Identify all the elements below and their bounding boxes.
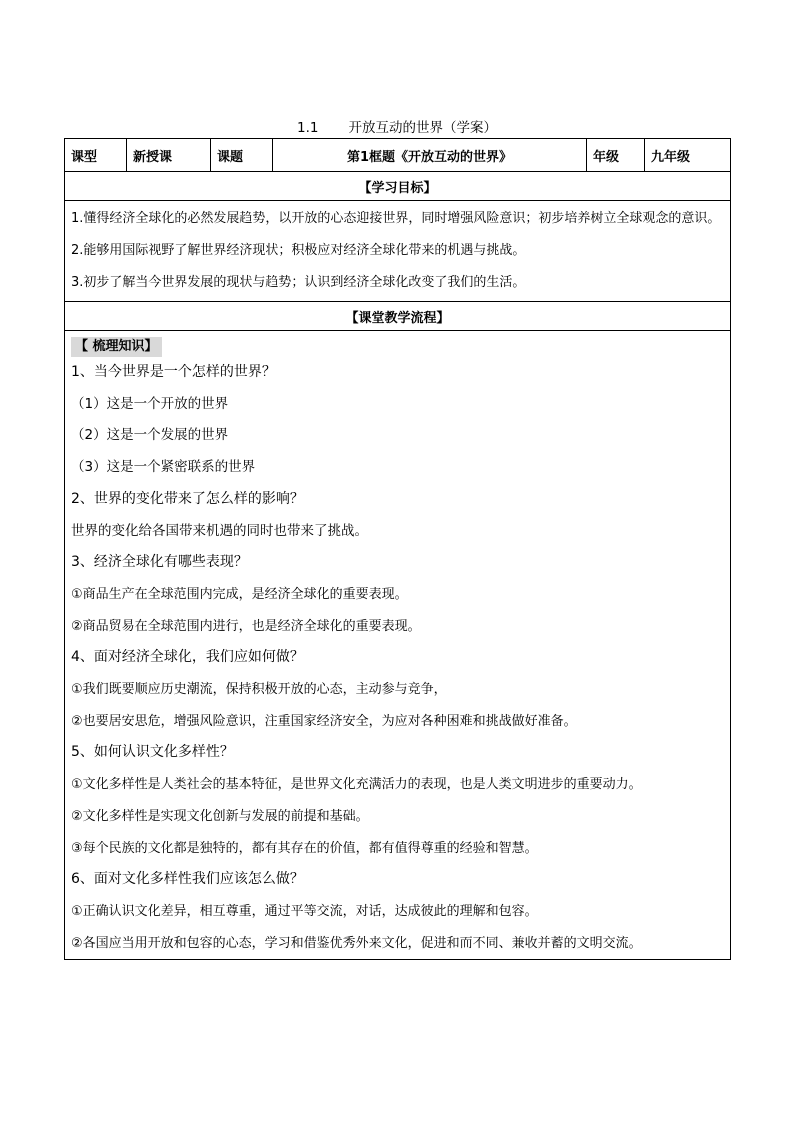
answer-line: ②文化多样性是实现文化创新与发展的前提和基础。 bbox=[71, 808, 369, 824]
question-line: 2、世界的变化带来了怎么样的影响？ bbox=[71, 490, 304, 507]
goals-heading: 【学习目标】 bbox=[65, 172, 731, 201]
title-number: 1.1 bbox=[297, 120, 319, 136]
answer-line: ③每个民族的文化都是独特的，都有其存在的价值，都有值得尊重的经验和智慧。 bbox=[71, 840, 538, 856]
answer-line: ①商品生产在全球范围内完成，是经济全球化的重要表现。 bbox=[71, 586, 408, 602]
answer-line: ①文化多样性是人类社会的基本特征，是世界文化充满活力的表现，也是人类文明进步的重要动力。 bbox=[71, 777, 642, 793]
document-title bbox=[64, 118, 730, 138]
section-badge: 【 梳理知识】 bbox=[71, 337, 162, 357]
answer-line: ①我们既要顺应历史潮流，保持积极开放的心态，主动参与竞争， bbox=[71, 682, 447, 698]
answer-line: ②也要居安思危，增强风险意识，注重国家经济安全，为应对各种困难和挑战做好准备。 bbox=[71, 713, 577, 729]
question-line: 5、如何认识文化多样性？ bbox=[71, 744, 234, 761]
answer-line: 世界的变化给各国带来机遇的同时也带来了挑战。 bbox=[71, 522, 368, 539]
answer-line: ②各国应当用开放和包容的心态，学习和借鉴优秀外来文化，促进和而不同、兼收并蓄的文明交流。 bbox=[71, 935, 642, 951]
goals-heading-row bbox=[65, 172, 731, 201]
lesson-table bbox=[64, 138, 731, 960]
answer-line: ②商品贸易在全球范围内进行，也是经济全球化的重要表现。 bbox=[71, 618, 421, 634]
goal-item: 2.能够用国际视野了解世界经济现状；积极应对经济全球化带来的机遇与挑战。 bbox=[71, 243, 526, 258]
flow-heading-row bbox=[65, 302, 731, 331]
answer-line: （1）这是一个开放的世界 bbox=[71, 395, 229, 412]
answer-line: （2）这是一个发展的世界 bbox=[71, 427, 229, 444]
goals-list bbox=[71, 203, 724, 299]
flow-cell bbox=[65, 331, 731, 960]
question-line: 4、面对经济全球化，我们应如何做？ bbox=[71, 649, 304, 666]
goal-item: 3.初步了解当今世界发展的现状与趋势；认识到经济全球化改变了我们的生活。 bbox=[71, 275, 526, 290]
grade-label: 年级 bbox=[587, 139, 645, 172]
course-type-value: 新授课 bbox=[127, 139, 211, 172]
answer-line: ①正确认识文化差异，相互尊重，通过平等交流，对话，达成彼此的理解和包容。 bbox=[71, 903, 538, 919]
goal-item: 1.懂得经济全球化的必然发展趋势，以开放的心态迎接世界，同时增强风险意识；初步培养树立全球观念的意识。 bbox=[71, 211, 721, 226]
course-type-label: 课型 bbox=[65, 139, 127, 172]
flow-lines bbox=[71, 357, 724, 959]
question-line: 1、当今世界是一个怎样的世界？ bbox=[71, 364, 276, 380]
question-line: 3、经济全球化有哪些表现？ bbox=[71, 554, 248, 571]
flow-row bbox=[65, 331, 731, 960]
flow-heading: 【课堂教学流程】 bbox=[65, 302, 731, 331]
title-text: 开放互动的世界（学案） bbox=[348, 120, 497, 136]
grade-value: 九年级 bbox=[645, 139, 731, 172]
answer-line: （3）这是一个紧密联系的世界 bbox=[71, 459, 256, 476]
topic-value: 第1框题《开放互动的世界》 bbox=[273, 139, 587, 172]
topic-label: 课题 bbox=[211, 139, 273, 172]
goals-cell bbox=[65, 201, 731, 302]
header-row bbox=[65, 139, 731, 172]
goals-row bbox=[65, 201, 731, 302]
question-line: 6、面对文化多样性我们应该怎么做？ bbox=[71, 871, 304, 888]
